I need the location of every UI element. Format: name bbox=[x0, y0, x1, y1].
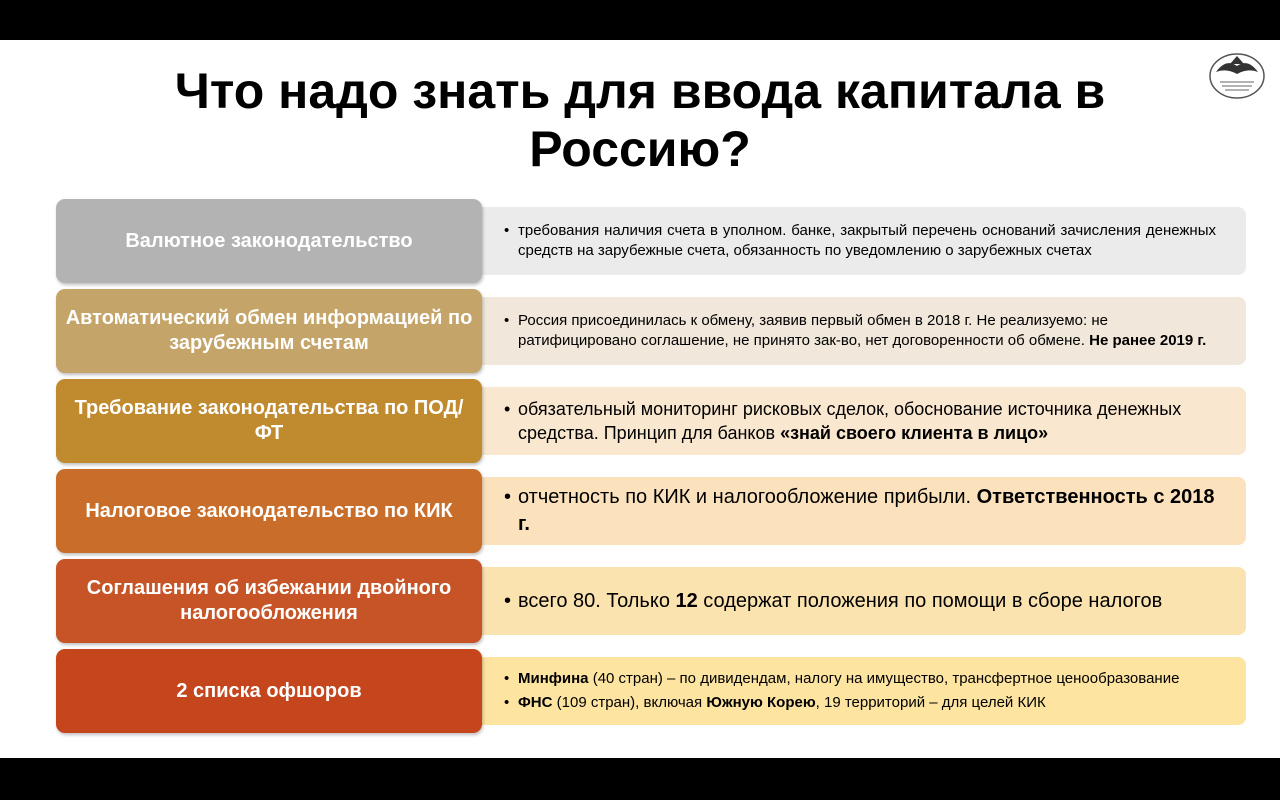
bullet-item: • обязательный мониторинг рисковых сделок, обоснование источника денежных средства. Принцип для банков «знай своего клиента в лицо» bbox=[518, 397, 1216, 445]
row-label: Налоговое законодательство по КИК bbox=[56, 469, 482, 553]
slide-title: Что надо знать для ввода капитала в Россию? bbox=[174, 63, 1106, 177]
row-description bbox=[482, 387, 1246, 455]
bullet-item: • требования наличия счета в уполном. банке, закрытый перечень оснований зачисления денежных средств на зарубежные счета, обязанность по уведомлению о зарубежных счетах bbox=[518, 221, 1216, 261]
row-label: Соглашения об избежании двойного налогообложения bbox=[56, 559, 482, 643]
row-description bbox=[482, 567, 1246, 635]
row-label: Требование законодательства по ПОД/ФТ bbox=[56, 379, 482, 463]
row-description bbox=[482, 477, 1246, 545]
slide bbox=[0, 40, 1280, 758]
bullet-item: • Минфина (40 стран) – по дивидендам, налогу на имущество, трансфертное ценообразование bbox=[518, 669, 1216, 689]
row-label: 2 списка офшоров bbox=[56, 649, 482, 733]
row-label: Валютное законодательство bbox=[56, 199, 482, 283]
row-description bbox=[482, 657, 1246, 725]
row-double-tax-treaties bbox=[56, 559, 1246, 643]
row-description bbox=[482, 207, 1246, 275]
row-offshore-lists bbox=[56, 649, 1246, 733]
bullet-item: • ФНС (109 стран), включая Южную Корею, 19 территорий – для целей КИК bbox=[518, 693, 1216, 713]
row-automatic-exchange bbox=[56, 289, 1246, 373]
row-description bbox=[482, 297, 1246, 365]
row-currency-law bbox=[56, 199, 1246, 283]
row-label: Автоматический обмен информацией по зарубежным счетам bbox=[56, 289, 482, 373]
bullet-item: • отчетность по КИК и налогообложение прибыли. Ответственность с 2018 г. bbox=[518, 484, 1216, 538]
bullet-item: • Россия присоединилась к обмену, заявив первый обмен в 2018 г. Не реализуемо: не ратифицировано соглашение, не принято зак-во, нет договоренности об обмене. Не ранее 2019 г. bbox=[518, 311, 1216, 351]
organization-logo-icon bbox=[1208, 52, 1266, 100]
row-aml-requirements bbox=[56, 379, 1246, 463]
row-cfc-tax-law bbox=[56, 469, 1246, 553]
bullet-item: • всего 80. Только 12 содержат положения по помощи в сборе налогов bbox=[518, 588, 1216, 615]
